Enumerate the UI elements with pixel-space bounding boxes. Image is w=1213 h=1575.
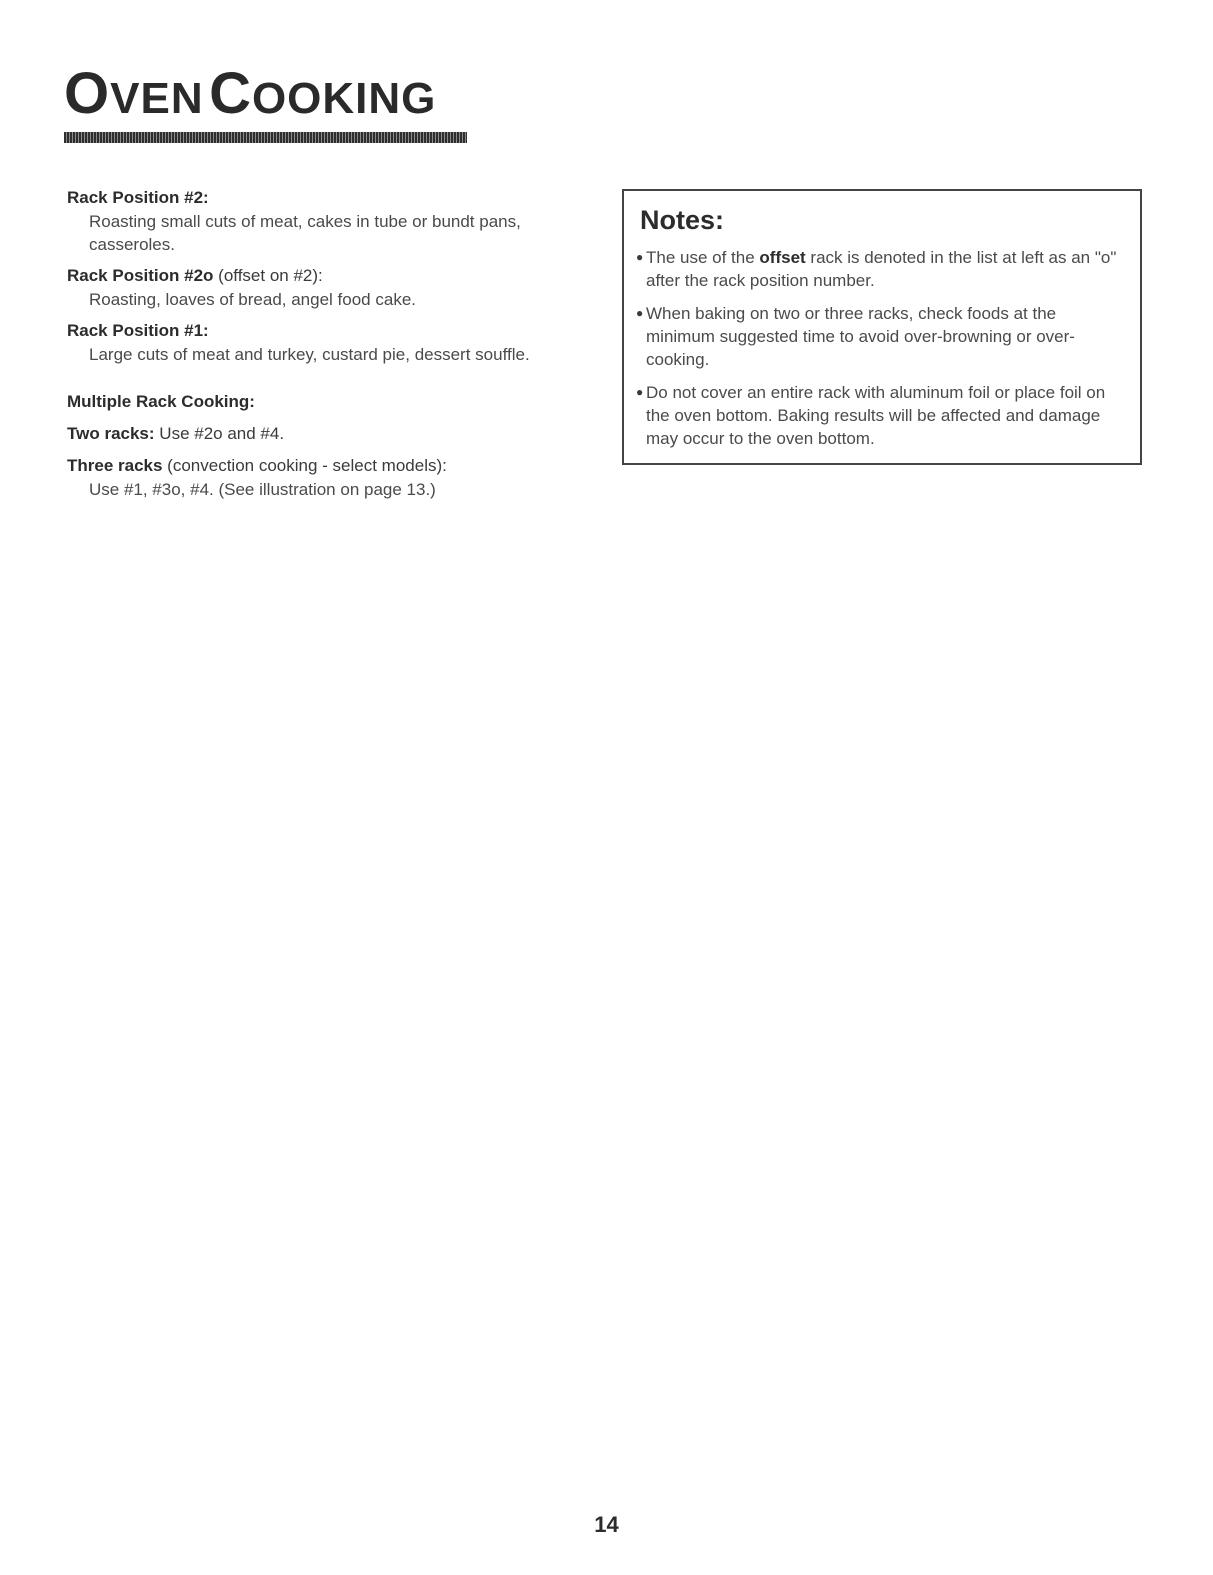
page-title (64, 60, 436, 127)
title-word-ven: VEN (110, 74, 204, 123)
three-racks-label: Three racks (67, 456, 163, 475)
note-item (636, 302, 1126, 371)
title-initial-o: O (64, 61, 111, 126)
bullet-icon: ● (636, 250, 644, 264)
note-text: Do not cover an entire rack with aluminum foil or place foil on the oven bottom. Baking results will be affected and damage may occur to the oven bottom. (646, 383, 1106, 448)
notes-title: Notes: (640, 205, 725, 235)
rack-position-entry (67, 264, 607, 311)
rack-position-description: Roasting, loaves of bread, angel food cake. (89, 290, 416, 309)
bullet-icon: ● (636, 385, 644, 399)
rack-position-heading: Rack Position #2: (67, 188, 209, 207)
note-text: rack is denoted in the list at left as an "o" after the rack position number. (646, 248, 1117, 290)
bullet-icon: ● (636, 306, 644, 320)
two-racks-label: Two racks: (67, 424, 155, 443)
title-initial-c: C (209, 61, 252, 126)
three-racks-text: Use #1, #3o, #4. (See illustration on page 13.) (89, 480, 436, 499)
notes-box (622, 189, 1142, 465)
page-number: 14 (594, 1512, 619, 1537)
rack-position-description: Large cuts of meat and turkey, custard pie, dessert souffle. (89, 345, 530, 364)
rack-position-entry (67, 186, 607, 256)
rack-position-description: Roasting small cuts of meat, cakes in tube or bundt pans, casseroles. (89, 212, 521, 254)
two-racks-entry (67, 422, 607, 446)
note-text: When baking on two or three racks, check foods at the minimum suggested time to avoid over-browning or over-cooking. (646, 304, 1075, 369)
multiple-rack-section (67, 390, 607, 414)
three-racks-entry (67, 454, 607, 501)
rack-position-heading: Rack Position #1: (67, 321, 209, 340)
two-racks-text: Use #2o and #4. (154, 424, 285, 443)
note-item (636, 381, 1126, 450)
note-text: The use of the (646, 248, 760, 267)
note-emphasis: offset (759, 248, 806, 267)
title-word-ooking: OOKING (251, 74, 437, 123)
rack-position-entry (67, 319, 607, 366)
note-item (636, 246, 1126, 292)
title-underline (64, 132, 467, 143)
rack-position-suffix: (offset on #2): (213, 266, 323, 285)
rack-position-heading: Rack Position #2o (67, 266, 214, 285)
rack-position-list (67, 186, 607, 509)
three-racks-suffix: (convection cooking - select models): (162, 456, 447, 475)
multiple-rack-heading: Multiple Rack Cooking: (67, 392, 255, 411)
